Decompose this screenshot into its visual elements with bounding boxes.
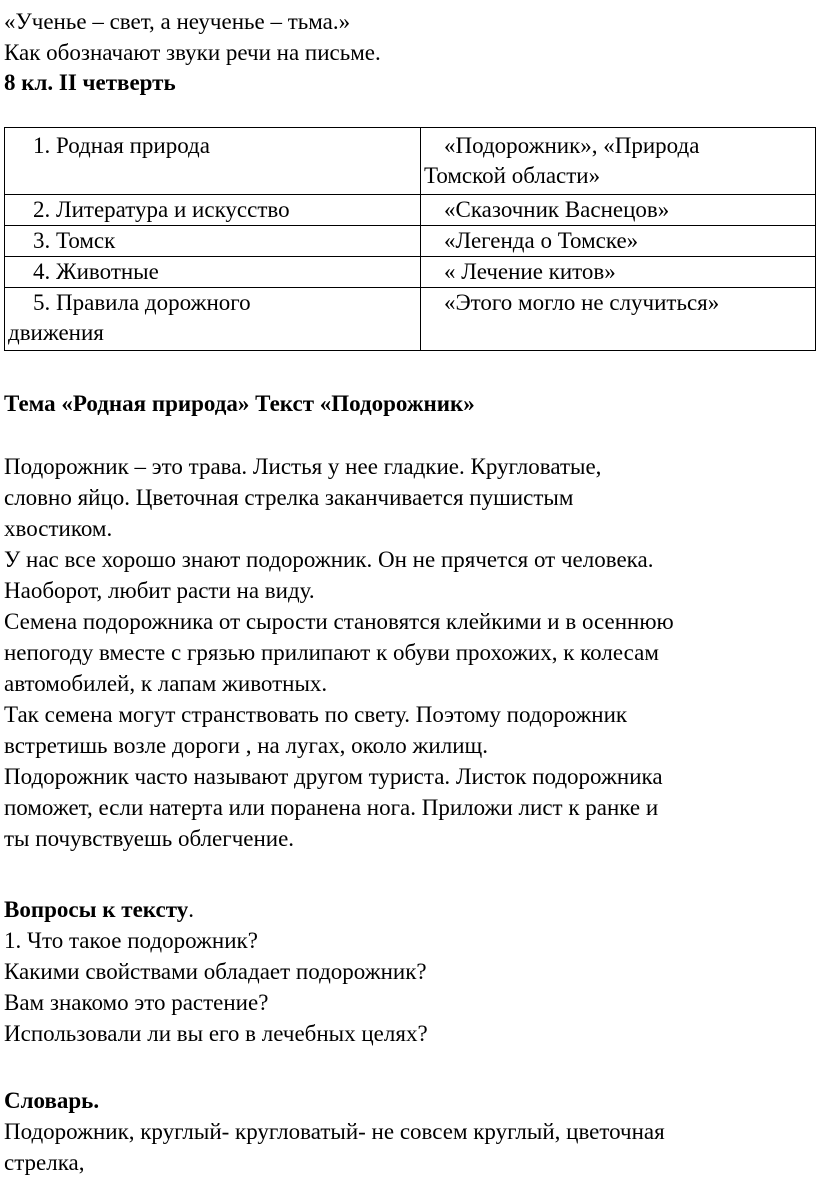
proverb-line: «Ученье – свет, а неученье – тьма.» [4, 9, 351, 34]
table-row [5, 288, 816, 351]
lesson-heading: Тема «Родная природа» Текст «Подорожник» [4, 391, 475, 416]
questions-heading-punct: . [188, 897, 194, 922]
topic-text: 1. Родная природа [33, 133, 210, 158]
table-cell-topic [5, 257, 421, 288]
text-title-line1: «Этого могло не случиться» [444, 290, 720, 315]
table-cell-text [421, 128, 816, 195]
topic-text: 4. Животные [33, 259, 159, 284]
text-title-line1: «Легенда о Томске» [444, 228, 639, 253]
table-cell-text [421, 288, 816, 351]
text-title-line2: Томской области» [424, 163, 601, 188]
text-title-line1: «Сказочник Васнецов» [444, 197, 670, 222]
vocabulary-line: Подорожник, круглый- кругловатый- не совсем круглый, цветочная [4, 1119, 665, 1144]
table-cell-topic [5, 288, 421, 351]
questions-heading-text: Вопросы к тексту [4, 897, 189, 922]
vocabulary-heading: Словарь. [4, 1088, 100, 1113]
table-row [5, 195, 816, 226]
topic-text-line1: 5. Правила дорожного [33, 290, 251, 315]
text-line: Подорожник – это трава. Листья у нее гладкие. Кругловатые, [4, 454, 602, 479]
table-cell-text [421, 257, 816, 288]
topic-text-line2: движения [8, 320, 104, 345]
grade-quarter-heading: 8 кл. II четверть [4, 70, 176, 95]
text-line: поможет, если натерта или поранена нога. Приложи лист к ранке и [4, 795, 659, 820]
table-cell-topic [5, 195, 421, 226]
question-line: Какими свойствами обладает подорожник? [4, 959, 427, 984]
text-title-line1: «Подорожник», «Природа [444, 133, 700, 158]
table-row [5, 128, 816, 195]
text-line: Подорожник часто называют другом туриста. Листок подорожника [4, 764, 663, 789]
vocabulary-line: стрелка, [4, 1150, 85, 1175]
table-row [5, 226, 816, 257]
question-line: Использовали ли вы его в лечебных целях? [4, 1021, 428, 1046]
text-line: автомобилей, к лапам животных. [4, 671, 328, 696]
table-cell-topic [5, 226, 421, 257]
units-table [4, 127, 816, 351]
topic-text: 3. Томск [33, 228, 116, 253]
topic-line: Как обозначают звуки речи на письме. [4, 40, 381, 65]
text-line: У нас все хорошо знают подорожник. Он не прячется от человека. [4, 547, 654, 572]
question-line: Вам знакомо это растение? [4, 990, 269, 1015]
text-line: словно яйцо. Цветочная стрелка заканчивается пушистым [4, 485, 574, 510]
table-cell-text [421, 226, 816, 257]
text-line: Семена подорожника от сырости становятся клейкими и в осеннюю [4, 609, 674, 634]
text-line: встретишь возле дороги , на лугах, около жилищ. [4, 733, 488, 758]
table-cell-text [421, 195, 816, 226]
text-line: Наоборот, любит расти на виду. [4, 578, 315, 603]
question-line: 1. Что такое подорожник? [4, 928, 258, 953]
text-line: Так семена могут странствовать по свету. Поэтому подорожник [4, 702, 628, 727]
text-line: непогоду вместе с грязью прилипают к обуви прохожих, к колесам [4, 640, 659, 665]
topic-text: 2. Литература и искусство [33, 197, 290, 222]
table-cell-topic [5, 128, 421, 195]
text-title-line1: « Лечение китов» [444, 259, 616, 284]
text-line: хвостиком. [4, 516, 113, 541]
questions-heading [4, 894, 194, 925]
table-row [5, 257, 816, 288]
text-line: ты почувствуешь облегчение. [4, 826, 295, 851]
